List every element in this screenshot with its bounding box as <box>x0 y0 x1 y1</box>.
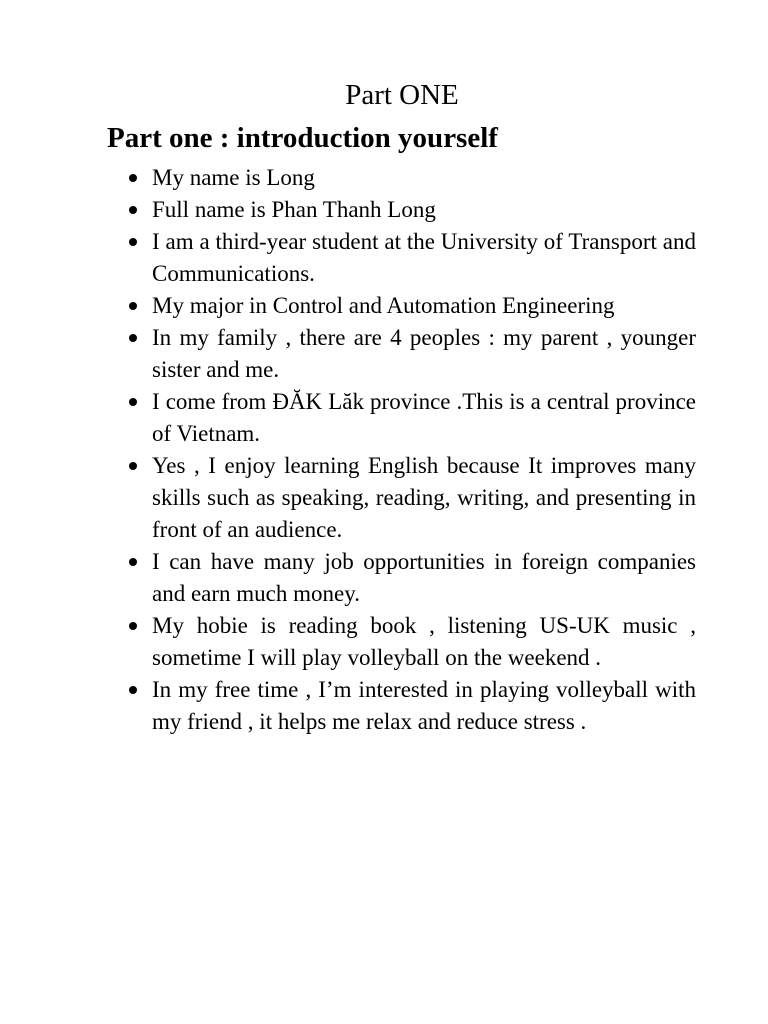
list-item <box>152 162 696 194</box>
list-item <box>152 386 696 450</box>
bullet-icon <box>129 558 137 566</box>
bullet-icon <box>129 462 137 470</box>
list-item-text: I can have many job opportunities in foreign companies and earn much money. <box>152 549 696 606</box>
bullet-icon <box>129 302 137 310</box>
bullet-icon <box>129 334 137 342</box>
list-item <box>152 194 696 226</box>
list-item <box>152 610 696 674</box>
list-item <box>152 226 696 290</box>
bullet-icon <box>129 622 137 630</box>
section-heading: Part one : introduction yourself <box>107 122 498 154</box>
bullet-icon <box>129 686 137 694</box>
list-item <box>152 674 696 738</box>
bullet-list <box>152 162 696 738</box>
document-title: Part ONE <box>345 79 459 111</box>
bullet-icon <box>129 238 137 246</box>
list-item-text: I am a third-year student at the University of Transport and Communications. <box>152 229 696 286</box>
list-item-text: My major in Control and Automation Engineering <box>152 293 615 318</box>
list-item <box>152 322 696 386</box>
list-item <box>152 546 696 610</box>
list-item-text: In my free time , I’m interested in playing volleyball with my friend , it helps me relax and reduce stress . <box>152 677 696 734</box>
list-item-text: My hobie is reading book , listening US-UK music , sometime I will play volleyball on the weekend . <box>152 613 696 670</box>
list-item <box>152 290 696 322</box>
bullet-icon <box>129 174 137 182</box>
list-item-text: Full name is Phan Thanh Long <box>152 197 436 222</box>
bullet-icon <box>129 206 137 214</box>
bullet-icon <box>129 398 137 406</box>
list-item <box>152 450 696 546</box>
list-item-text: Yes , I enjoy learning English because It improves many skills such as speaking, reading, writing, and presenting in front of an audience. <box>152 453 696 542</box>
list-item-text: My name is Long <box>152 165 315 190</box>
list-item-text: In my family , there are 4 peoples : my parent , younger sister and me. <box>152 325 696 382</box>
list-item-text: I come from ĐĂK Lăk province .This is a central province of Vietnam. <box>152 389 696 446</box>
